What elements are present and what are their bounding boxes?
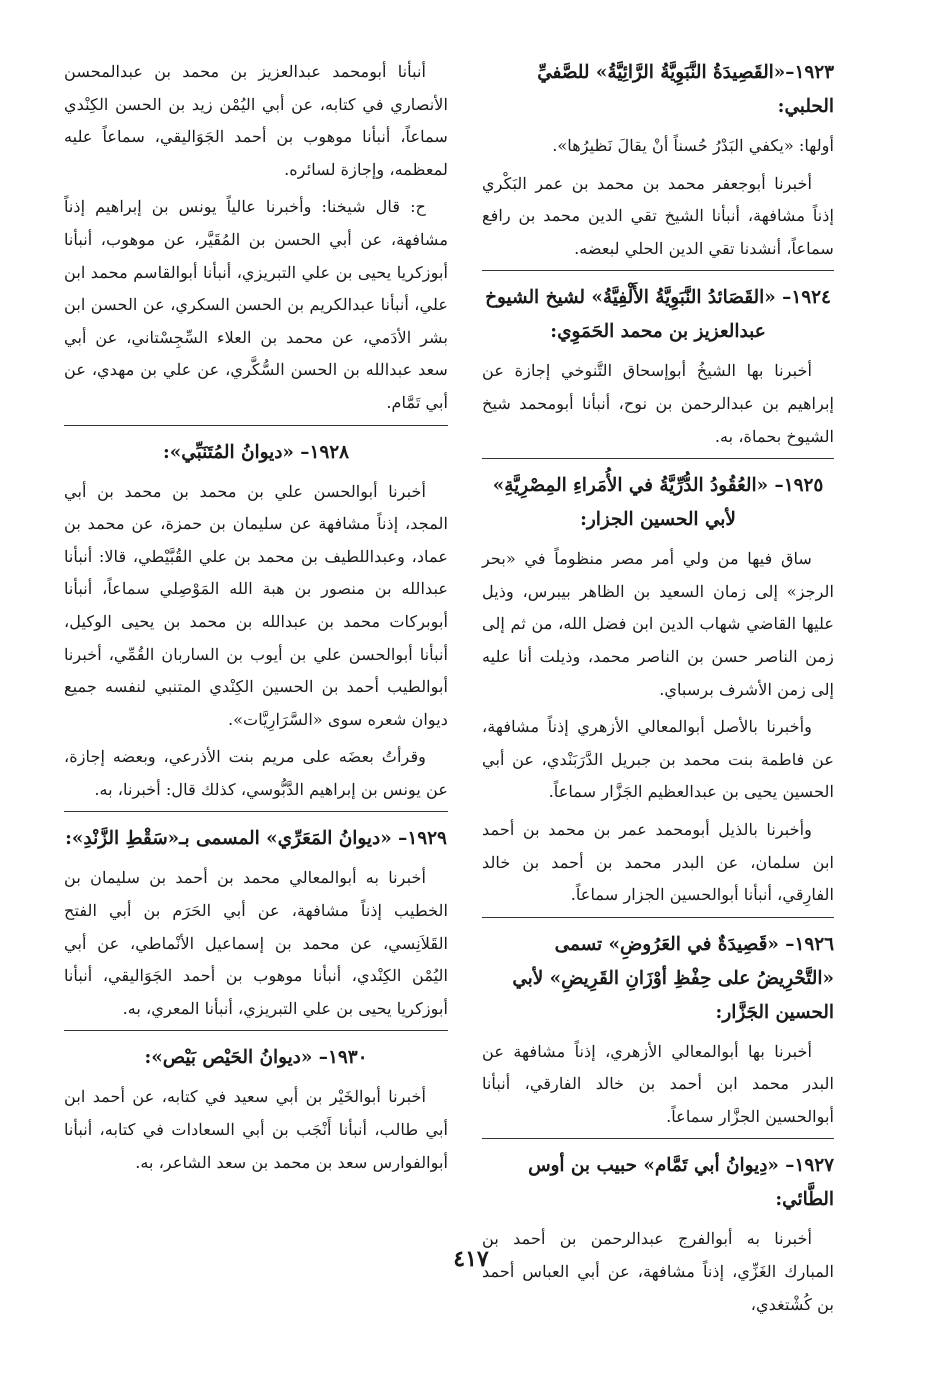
entry-1923-title: ١٩٢٣–«القَصِيدَةُ النَّبَوِيَّةُ الرَّائِيَّةُ» للصَّفيِّ الحلبي:: [537, 62, 834, 117]
entry-1925-text: وأخبرنا بالذيل أبومحمد عمر بن محمد بن أحمد ابن سلمان، عن البدر محمد بن أحمد بن خالد الفارِقي، أنبأنا أبوالحسين الجزار سماعاً.: [482, 819, 834, 905]
entry-1926-text: أخبرنا بها أبوالمعالي الأزهري، إذناً مشافهة عن البدر محمد ابن أحمد بن خالد الفارقي، أنبأنا أبوالحسين الجزَّار سماعاً.: [482, 1041, 834, 1126]
right-column: [482, 56, 834, 1326]
entry-1925-text: وأخبرنا بالأصل أبوالمعالي الأزهري إذناً مشافهة، عن فاطمة بنت محمد بن جبريل الدَّرَبَنْدي، عن أبي الحسين يحيى بن عبدالعظيم الجَزَّار سماعاً.: [482, 717, 834, 802]
section-divider: [482, 270, 834, 271]
entry-1929-text: أخبرنا به أبوالمعالي محمد بن أحمد بن سليمان بن الخطيب إذناً مشافهة، عن أبي الحَرَم بن أبي الفتح القَلاَنِسي، عن محمد بن إسماعيل الأنْماطي، عن أبي اليُمْن الكِنْدي، أنبأنا موهوب بن أحمد الجَوَاليقي، أنبأنا أبوزكريا يحيى بن علي التبريزي، أنبأنا المعري، به.: [64, 868, 448, 1018]
entry-1925-title: ١٩٢٥– «العُقُودُ الدُّرِّيَّةُ في الأُمَراءِ المِصْرِيَّةِ» لأبي الحسين الجزار:: [492, 475, 824, 531]
section-divider: [64, 425, 448, 426]
page-number: ٤١٧: [453, 1246, 489, 1272]
entry-1924-text: أخبرنا بها الشيخُ أبوإسحاق التَّنوخي إجازة عن إبراهيم بن عبدالرحمن بن نوح، أنبأنا أبومحمد شيخ الشيوخ بحماة، به.: [482, 361, 834, 446]
continued-text: أنبأنا أبومحمد عبدالعزيز بن محمد بن عبدالمحسن الأنصاري في كتابه، عن أبي اليُمْن زيد بن الحسن الكِنْدي سماعاً، أنبأنا موهوب بن أحمد الجَوَاليقي، سماعاً عليه لمعظمه، وإجازة لسائره.: [64, 62, 448, 179]
entry-1929-title: ١٩٢٩– «ديوانُ المَعَرِّي» المسمى بـ«سَقْطِ الزَّنْدِ»:: [65, 828, 447, 850]
left-column: [64, 56, 448, 1184]
entry-1928-title: ١٩٢٨– «ديوانُ المُتَنَبِّي»:: [162, 441, 350, 463]
entry-1930-text: أخبرنا أبوالخَيْر بن أبي سعيد في كتابه، عن أحمد ابن أبي طالب، أنبأنا أَنْجَب بن أبي السعادات في كتابه، أنبأنا أبوالفوارس سعد بن محمد بن سعد الشاعر، به.: [64, 1087, 448, 1172]
section-divider: [64, 1030, 448, 1031]
section-divider: [482, 1138, 834, 1139]
section-divider: [482, 458, 834, 459]
entry-1923-text: أخبرنا أبوجعفر محمد بن محمد بن عمر البَكْري إذناً مشافهة، أنبأنا الشيخ تقي الدين محمد بن رافع سماعاً، أنشدنا تقي الدين الحلي لبعضه.: [482, 173, 834, 258]
entry-1926-title: ١٩٢٦– «قَصِيدَةٌ في العَرُوضِ» تسمى «التَّحْرِيضُ على حِفْظِ أوْزَانِ القَرِيضِ» لأبي الحسين الجَزَّار:: [512, 933, 834, 1023]
section-divider: [64, 811, 448, 812]
entry-1927-title: ١٩٢٧– «دِيوانُ أبي تَمَّام» حبيب بن أوس الطَّائي:: [528, 1155, 834, 1211]
entry-1927-text: أخبرنا به أبوالفرج عبدالرحمن بن أحمد بن المبارك الغَزِّي، إذناً مشافهة، عن أبي العباس أحمد بن كُشْتغدي،: [482, 1229, 834, 1314]
entry-1924-title: ١٩٢٤– «القَصَائدُ النَّبَوِيَّةُ الأَلْفِيَّةُ» لشيخ الشيوخ عبدالعزيز بن محمد الحَمَوِي:: [485, 287, 831, 343]
entry-1928-text: أخبرنا أبوالحسن علي بن محمد بن محمد بن أبي المجد، إذناً مشافهة عن سليمان بن حمزة، عن محمد بن عماد، وعبداللطيف بن محمد بن علي القُبَّيْطي، قالا: أنبأنا عبدالله بن منصور بن هبة الله المَوْصِلي سماعاً، أنبأنا أبوبركات محمد بن عبدالله بن محمد بن يحيى الوكيل، أنبأنا أبوالحسن علي بن أيوب بن الساربان القُمِّي، أخبرنا أبوالطيب أحمد بن الحسين الكِنْدي المتنبي لنفسه جميع ديوان شعره سوى «السَّرَارِيَّات».: [64, 481, 448, 729]
entry-1930-title: ١٩٣٠– «ديوانُ الحَيْص بَيْص»:: [144, 1047, 368, 1069]
continued-text: ح: قال شيخنا: وأخبرنا عالياً يونس بن إبراهيم إذناً مشافهة، عن أبي الحسن بن المُقَيَّر، عن موهوب، أنبأنا أبوزكريا يحيى بن علي التبريزي، أنبأنا أبوالقاسم محمد ابن علي، أنبأنا عبدالكريم بن الحسن السكري، عن الحسن ابن بشر الأدَمي، عن محمد بن العلاء السِّجِسْتاني، عن أبي سعد عبدالله بن الحسن السُّكَّري، عن علي بن مهدي، عن أبي تَمَّام.: [64, 197, 448, 412]
section-divider: [482, 917, 834, 918]
entry-1928-text: وقرأتُ بعضَه على مريم بنت الأذرعي، وبعضه إجازة، عن يونس بن إبراهيم الدَّبُّوسي، كذلك قال: أخبرنا، به.: [64, 747, 448, 799]
entry-1923-text: أولها: «يكفي البَدْرُ حُسناً أنْ يقالَ نَظيرُها».: [552, 136, 834, 155]
entry-1925-text: ساق فيها من ولي أمر مصر منظوماً في «بحر الرجز» إلى زمان السعيد بن الظاهر بيبرس، وذيل عليها القاضي شهاب الدين ابن فضل الله، من ثم إلى زمن الناصر حسن بن الناصر محمد، وذيلت أنا عليه إلى زمن الأشرف برسباي.: [482, 549, 834, 699]
